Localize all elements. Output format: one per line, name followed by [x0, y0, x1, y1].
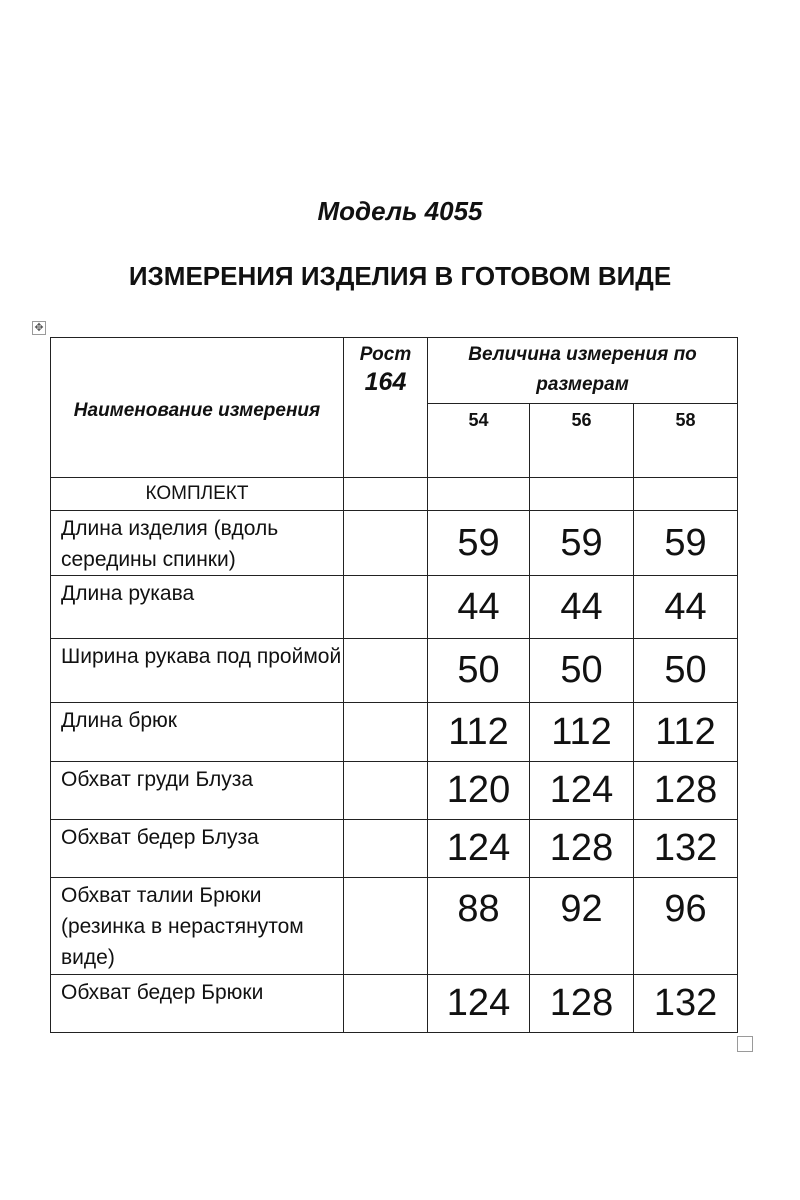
measurement-table — [50, 337, 738, 1033]
table-row — [51, 511, 738, 576]
header-height-label: Рост — [359, 344, 412, 365]
model-title: Модель 4055 — [317, 196, 483, 226]
row-value: 124 — [428, 820, 530, 878]
row-name: Обхват талии Брюки (резинка в нерастянутом виде) — [51, 878, 344, 975]
header-height — [344, 338, 428, 478]
row-value: 50 — [634, 639, 738, 703]
row-value: 112 — [428, 703, 530, 762]
table-row — [51, 639, 738, 703]
row-value: 132 — [634, 820, 738, 878]
row-value: 124 — [530, 762, 634, 820]
header-height-value: 164 — [364, 368, 407, 396]
row-name: Длина брюк — [51, 703, 344, 762]
row-value: 112 — [634, 703, 738, 762]
size-58: 58 — [634, 404, 738, 478]
row-value: 44 — [634, 576, 738, 639]
header-measurement-name: Наименование измерения — [51, 338, 344, 478]
row-value: 50 — [428, 639, 530, 703]
row-name: Обхват бедер Блуза — [51, 820, 344, 878]
table-row — [51, 703, 738, 762]
table-row — [51, 878, 738, 975]
section-komplekt: КОМПЛЕКТ — [51, 478, 344, 511]
table-row — [51, 820, 738, 878]
row-value: 120 — [428, 762, 530, 820]
table-resize-handle[interactable] — [737, 1036, 753, 1052]
row-name: Ширина рукава под проймой — [51, 639, 344, 703]
row-value: 132 — [634, 975, 738, 1033]
size-54: 54 — [428, 404, 530, 478]
document-title: ИЗМЕРЕНИЯ ИЗДЕЛИЯ В ГОТОВОМ ВИДЕ — [128, 261, 672, 291]
row-name: Обхват груди Блуза — [51, 762, 344, 820]
row-value: 96 — [634, 878, 738, 975]
row-value: 88 — [428, 878, 530, 975]
row-name: Обхват бедер Брюки — [51, 975, 344, 1033]
table-row — [51, 762, 738, 820]
row-value: 124 — [428, 975, 530, 1033]
table-row — [51, 576, 738, 639]
row-value: 128 — [530, 975, 634, 1033]
row-value: 59 — [530, 511, 634, 576]
row-value: 44 — [530, 576, 634, 639]
header-sizes: Величина измерения по размерам — [428, 338, 738, 404]
row-value: 50 — [530, 639, 634, 703]
row-value: 44 — [428, 576, 530, 639]
row-name: Длина рукава — [51, 576, 344, 639]
row-value: 128 — [634, 762, 738, 820]
size-56: 56 — [530, 404, 634, 478]
table-row — [51, 975, 738, 1033]
row-value: 92 — [530, 878, 634, 975]
row-value: 59 — [634, 511, 738, 576]
row-value: 59 — [428, 511, 530, 576]
row-value: 112 — [530, 703, 634, 762]
row-value: 128 — [530, 820, 634, 878]
table-move-handle-icon[interactable]: ✥ — [32, 321, 46, 335]
row-name: Длина изделия (вдоль середины спинки) — [51, 511, 344, 576]
